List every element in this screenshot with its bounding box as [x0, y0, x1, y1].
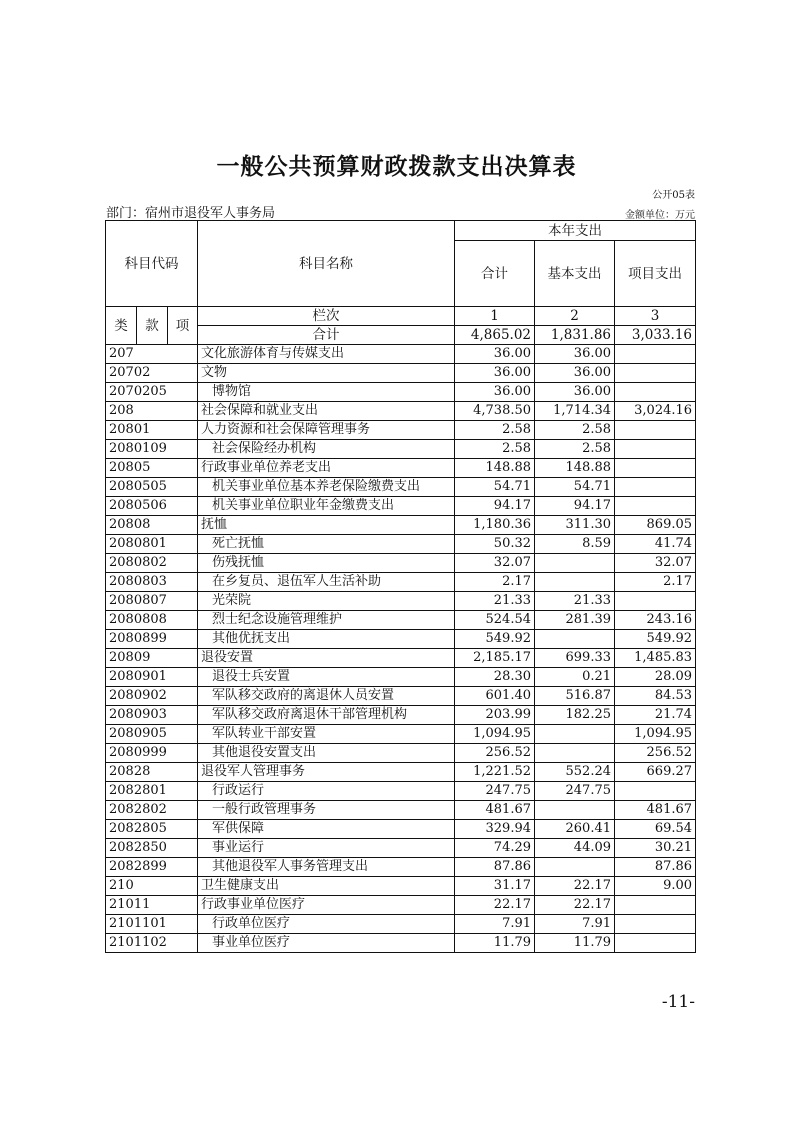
table-row: [106, 915, 696, 934]
project-cell: 1,485.83: [615, 649, 696, 668]
header-column-no: 栏次: [198, 307, 455, 326]
project-cell: [615, 497, 696, 516]
basic-cell: 7.91: [535, 915, 615, 934]
subject-name-cell: 机关事业单位基本养老保险缴费支出: [198, 478, 455, 497]
header-subject-name: 科目名称: [198, 221, 455, 307]
total-cell: 31.17: [455, 877, 535, 896]
basic-cell: 0.21: [535, 668, 615, 687]
total-cell: 11.79: [455, 934, 535, 953]
project-cell: 21.74: [615, 706, 696, 725]
subject-code-cell: 210: [106, 877, 198, 896]
subject-name-cell: 行政事业单位养老支出: [198, 459, 455, 478]
header-col2: 2: [535, 307, 615, 326]
total-cell: 32.07: [455, 554, 535, 573]
subject-code-cell: 2080807: [106, 592, 198, 611]
project-cell: 87.86: [615, 858, 696, 877]
table-row: [106, 763, 696, 782]
total-cell: 1,094.95: [455, 725, 535, 744]
subject-code-cell: 20808: [106, 516, 198, 535]
total-cell: 148.88: [455, 459, 535, 478]
project-cell: 30.21: [615, 839, 696, 858]
subject-code-cell: 21011: [106, 896, 198, 915]
total-cell: 247.75: [455, 782, 535, 801]
subject-code-cell: 20809: [106, 649, 198, 668]
basic-cell: 182.25: [535, 706, 615, 725]
project-cell: 41.74: [615, 535, 696, 554]
subject-name-cell: 退役安置: [198, 649, 455, 668]
subject-code-cell: 2080903: [106, 706, 198, 725]
subject-code-cell: 2082805: [106, 820, 198, 839]
project-cell: [615, 383, 696, 402]
total-cell: 21.33: [455, 592, 535, 611]
table-row: [106, 934, 696, 953]
basic-cell: 22.17: [535, 896, 615, 915]
basic-cell: 94.17: [535, 497, 615, 516]
table-row: [106, 668, 696, 687]
header-col3: 3: [615, 307, 696, 326]
project-cell: 2.17: [615, 573, 696, 592]
subject-name-cell: 机关事业单位职业年金缴费支出: [198, 497, 455, 516]
total-cell: 36.00: [455, 364, 535, 383]
project-cell: 1,094.95: [615, 725, 696, 744]
table-row: [106, 383, 696, 402]
basic-cell: 1,714.34: [535, 402, 615, 421]
subject-code-cell: 20805: [106, 459, 198, 478]
table-row: [106, 877, 696, 896]
project-cell: 256.52: [615, 744, 696, 763]
project-cell: 84.53: [615, 687, 696, 706]
subject-name-cell: 伤残抚恤: [198, 554, 455, 573]
sum-basic: 1,831.86: [535, 326, 615, 345]
total-cell: 481.67: [455, 801, 535, 820]
subject-code-cell: 2080905: [106, 725, 198, 744]
table-row: [106, 858, 696, 877]
total-cell: 36.00: [455, 383, 535, 402]
subject-name-cell: 其他退役军人事务管理支出: [198, 858, 455, 877]
subject-name-cell: 其他优抚支出: [198, 630, 455, 649]
subject-code-cell: 20801: [106, 421, 198, 440]
subject-code-cell: 2080902: [106, 687, 198, 706]
amount-unit: 金额单位：万元: [625, 210, 695, 221]
project-cell: 28.09: [615, 668, 696, 687]
subject-code-cell: 2080901: [106, 668, 198, 687]
subject-name-cell: 其他退役安置支出: [198, 744, 455, 763]
table-row: [106, 402, 696, 421]
project-cell: 869.05: [615, 516, 696, 535]
basic-cell: 247.75: [535, 782, 615, 801]
subject-name-cell: 文物: [198, 364, 455, 383]
subject-name-cell: 事业运行: [198, 839, 455, 858]
table-row: [106, 896, 696, 915]
document-title: 一般公共预算财政拨款支出决算表: [216, 153, 577, 180]
project-cell: 9.00: [615, 877, 696, 896]
total-cell: 2,185.17: [455, 649, 535, 668]
basic-cell: 44.09: [535, 839, 615, 858]
total-cell: 4,738.50: [455, 402, 535, 421]
table-code: 公开05表: [652, 190, 695, 201]
basic-cell: [535, 801, 615, 820]
project-cell: [615, 440, 696, 459]
basic-cell: 2.58: [535, 440, 615, 459]
table-row: [106, 820, 696, 839]
project-cell: 549.92: [615, 630, 696, 649]
subject-name-cell: 行政运行: [198, 782, 455, 801]
subject-name-cell: 行政单位医疗: [198, 915, 455, 934]
table-row: [106, 630, 696, 649]
subject-name-cell: 退役军人管理事务: [198, 763, 455, 782]
total-cell: 1,221.52: [455, 763, 535, 782]
basic-cell: 516.87: [535, 687, 615, 706]
subject-code-cell: 2101101: [106, 915, 198, 934]
total-cell: 524.54: [455, 611, 535, 630]
basic-cell: 21.33: [535, 592, 615, 611]
table-row: [106, 801, 696, 820]
header-current-year: 本年支出: [455, 221, 696, 241]
basic-cell: 699.33: [535, 649, 615, 668]
subject-name-cell: 卫生健康支出: [198, 877, 455, 896]
subject-code-cell: 2082899: [106, 858, 198, 877]
subject-code-cell: 2080506: [106, 497, 198, 516]
subject-name-cell: 军队移交政府的离退休人员安置: [198, 687, 455, 706]
basic-cell: 22.17: [535, 877, 615, 896]
subject-code-cell: 2082850: [106, 839, 198, 858]
subject-code-cell: 2070205: [106, 383, 198, 402]
basic-cell: 148.88: [535, 459, 615, 478]
project-cell: [615, 782, 696, 801]
basic-cell: 36.00: [535, 383, 615, 402]
basic-cell: 260.41: [535, 820, 615, 839]
total-cell: 2.58: [455, 421, 535, 440]
subject-code-cell: 2080505: [106, 478, 198, 497]
basic-cell: 36.00: [535, 364, 615, 383]
total-cell: 1,180.36: [455, 516, 535, 535]
basic-cell: 552.24: [535, 763, 615, 782]
subject-name-cell: 军队移交政府离退休干部管理机构: [198, 706, 455, 725]
project-cell: 32.07: [615, 554, 696, 573]
subject-name-cell: 社会保障和就业支出: [198, 402, 455, 421]
total-cell: 50.32: [455, 535, 535, 554]
subject-name-cell: 军供保障: [198, 820, 455, 839]
table-row: [106, 421, 696, 440]
basic-cell: 281.39: [535, 611, 615, 630]
table-row: [106, 687, 696, 706]
table-row: [106, 535, 696, 554]
subject-code-cell: 2080803: [106, 573, 198, 592]
total-cell: 2.17: [455, 573, 535, 592]
basic-cell: 2.58: [535, 421, 615, 440]
table-row: [106, 744, 696, 763]
total-cell: 22.17: [455, 896, 535, 915]
total-cell: 74.29: [455, 839, 535, 858]
project-cell: 69.54: [615, 820, 696, 839]
header-cat-kuan: 款: [137, 307, 168, 345]
subject-name-cell: 退役士兵安置: [198, 668, 455, 687]
basic-cell: 311.30: [535, 516, 615, 535]
table-row: [106, 478, 696, 497]
header-cat-xiang: 项: [168, 307, 198, 345]
table-row: [106, 459, 696, 478]
total-cell: 601.40: [455, 687, 535, 706]
basic-cell: [535, 725, 615, 744]
subject-name-cell: 死亡抚恤: [198, 535, 455, 554]
department-label: 部门：宿州市退役军人事务局: [106, 206, 276, 221]
basic-cell: [535, 858, 615, 877]
subject-name-cell: 人力资源和社会保障管理事务: [198, 421, 455, 440]
table-row: [106, 554, 696, 573]
subject-name-cell: 文化旅游体育与传媒支出: [198, 345, 455, 364]
subject-code-cell: 2082802: [106, 801, 198, 820]
project-cell: [615, 478, 696, 497]
project-cell: [615, 364, 696, 383]
project-cell: 669.27: [615, 763, 696, 782]
subject-code-cell: 2080899: [106, 630, 198, 649]
table-row: [106, 497, 696, 516]
sum-project: 3,033.16: [615, 326, 696, 345]
expenditure-table: [105, 220, 696, 953]
subject-name-cell: 抚恤: [198, 516, 455, 535]
total-cell: 329.94: [455, 820, 535, 839]
table-row: [106, 649, 696, 668]
project-cell: [615, 421, 696, 440]
project-cell: [615, 915, 696, 934]
project-cell: [615, 592, 696, 611]
header-total: 合计: [455, 241, 535, 307]
project-cell: [615, 934, 696, 953]
table-row: [106, 516, 696, 535]
basic-cell: [535, 573, 615, 592]
subject-code-cell: 2080999: [106, 744, 198, 763]
header-basic: 基本支出: [535, 241, 615, 307]
project-cell: 243.16: [615, 611, 696, 630]
subject-code-cell: 208: [106, 402, 198, 421]
table-row: [106, 440, 696, 459]
subject-code-cell: 20702: [106, 364, 198, 383]
subject-name-cell: 一般行政管理事务: [198, 801, 455, 820]
total-cell: 87.86: [455, 858, 535, 877]
project-cell: [615, 345, 696, 364]
table-row: [106, 706, 696, 725]
subject-name-cell: 行政事业单位医疗: [198, 896, 455, 915]
table-row: [106, 592, 696, 611]
total-cell: 549.92: [455, 630, 535, 649]
basic-cell: [535, 744, 615, 763]
total-cell: 256.52: [455, 744, 535, 763]
total-cell: 36.00: [455, 345, 535, 364]
subject-code-cell: 2080801: [106, 535, 198, 554]
sum-total: 4,865.02: [455, 326, 535, 345]
table-row: [106, 725, 696, 744]
subject-code-cell: 20828: [106, 763, 198, 782]
page-number: -11-: [661, 992, 695, 1012]
subject-code-cell: 2080109: [106, 440, 198, 459]
basic-cell: [535, 630, 615, 649]
subject-name-cell: 烈士纪念设施管理维护: [198, 611, 455, 630]
subject-name-cell: 光荣院: [198, 592, 455, 611]
header-project: 项目支出: [615, 241, 696, 307]
table-row: [106, 611, 696, 630]
subject-code-cell: 2082801: [106, 782, 198, 801]
subject-name-cell: 事业单位医疗: [198, 934, 455, 953]
table-row: [106, 573, 696, 592]
basic-cell: 11.79: [535, 934, 615, 953]
table-row: [106, 782, 696, 801]
header-col1: 1: [455, 307, 535, 326]
header-cat-lei: 类: [106, 307, 137, 345]
subject-code-cell: 2080808: [106, 611, 198, 630]
basic-cell: 36.00: [535, 345, 615, 364]
basic-cell: [535, 554, 615, 573]
subject-name-cell: 社会保险经办机构: [198, 440, 455, 459]
total-cell: 203.99: [455, 706, 535, 725]
basic-cell: 54.71: [535, 478, 615, 497]
subject-code-cell: 2101102: [106, 934, 198, 953]
project-cell: [615, 896, 696, 915]
total-cell: 2.58: [455, 440, 535, 459]
total-cell: 54.71: [455, 478, 535, 497]
subject-code-cell: 207: [106, 345, 198, 364]
subject-name-cell: 在乡复员、退伍军人生活补助: [198, 573, 455, 592]
table-row: [106, 364, 696, 383]
header-subject-code: 科目代码: [106, 221, 198, 307]
table-row: [106, 839, 696, 858]
project-cell: 3,024.16: [615, 402, 696, 421]
basic-cell: 8.59: [535, 535, 615, 554]
project-cell: [615, 459, 696, 478]
sum-label: 合计: [198, 326, 455, 345]
total-cell: 94.17: [455, 497, 535, 516]
subject-code-cell: 2080802: [106, 554, 198, 573]
table-row: [106, 345, 696, 364]
subject-name-cell: 博物馆: [198, 383, 455, 402]
project-cell: 481.67: [615, 801, 696, 820]
subject-name-cell: 军队转业干部安置: [198, 725, 455, 744]
total-cell: 28.30: [455, 668, 535, 687]
total-cell: 7.91: [455, 915, 535, 934]
